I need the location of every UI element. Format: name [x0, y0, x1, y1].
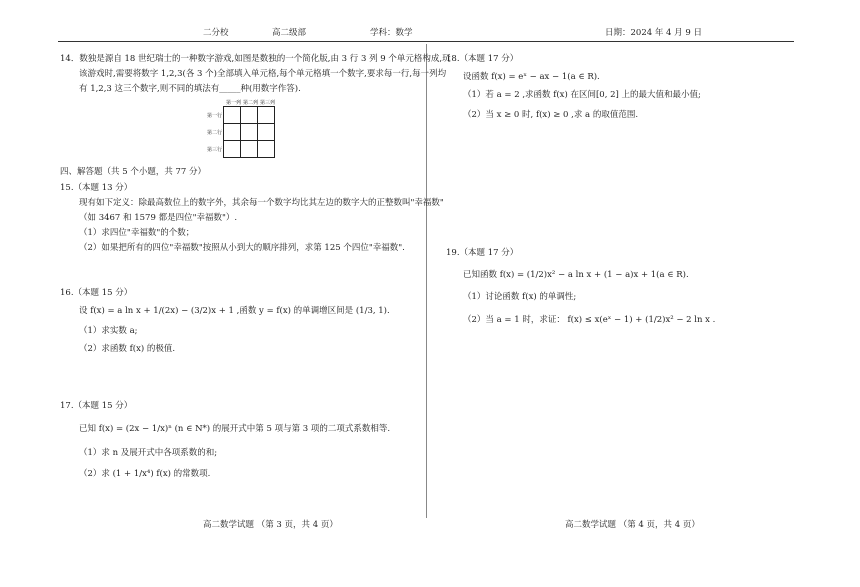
- left-page-footer: 高二数学试题 （第 3 页，共 4 页）: [203, 520, 338, 530]
- q16-head: 16.（本题 15 分）: [60, 288, 133, 298]
- header-school: 二分校: [203, 28, 229, 38]
- grid-cell: [258, 141, 275, 158]
- grid-col-label-2: 第二列: [243, 100, 259, 106]
- grid-cell: [224, 107, 241, 124]
- grid-cell: [258, 124, 275, 141]
- right-page-footer: 高二数学试题 （第 4 页，共 4 页）: [565, 520, 700, 530]
- q15-part1: （1）求四位"幸福数"的个数；: [79, 228, 195, 238]
- q18-head: 18.（本题 17 分）: [446, 54, 519, 64]
- q18-stem: 设函数 f(x) = eˣ − ax − 1(a ∈ R).: [463, 72, 600, 82]
- grid-row-label-2: 第二行: [207, 130, 223, 136]
- q14-line1: 14．数独是源自 18 世纪瑞士的一种数字游戏,如图是数独的一个简化版,由 3 行 3 列 9 个单元格构成,玩: [60, 54, 451, 64]
- column-divider: [426, 44, 427, 518]
- q17-part1: （1）求 n 及展开式中各项系数的和;: [79, 448, 218, 458]
- grid-cell: [258, 107, 275, 124]
- grid-col-label-1: 第一列: [226, 100, 242, 106]
- grid-cell: [241, 107, 258, 124]
- q19-part2: （2）当 a = 1 时，求证： f(x) ≤ x(eˣ − 1) + (1/2)x² − 2 ln x .: [463, 315, 716, 325]
- grid-row-label-3: 第三行: [207, 147, 223, 153]
- header-subject: 学科：数学: [370, 28, 413, 38]
- header-rule-left: [58, 41, 445, 42]
- grid-cell: [241, 124, 258, 141]
- q14-line2: 该游戏时,需要将数字 1,2,3(各 3 个)全部填入单元格,每个单元格填一个数字,要求每一行,每一列均: [79, 69, 447, 79]
- q15-line1: 现有如下定义：除最高数位上的数字外，其余每一个数字均比其左边的数字大的正整数叫"幸福数": [79, 198, 444, 208]
- grid-col-label-3: 第三列: [260, 100, 276, 106]
- q17-head: 17.（本题 15 分）: [60, 401, 133, 411]
- q15-line2: （如 3467 和 1579 都是四位"幸福数"）.: [79, 213, 238, 223]
- sudoku-grid: [223, 106, 275, 158]
- q18-part2: （2）当 x ≥ 0 时, f(x) ≥ 0 ,求 a 的取值范围.: [463, 110, 639, 120]
- grid-cell: [224, 124, 241, 141]
- q19-stem: 已知函数 f(x) = (1/2)x² − a ln x + (1 − a)x + 1(a ∈ R).: [463, 270, 689, 280]
- section-4-heading: 四、解答题（共 5 个小题，共 77 分）: [60, 167, 207, 177]
- header-date: 日期：2024 年 4 月 9 日: [605, 28, 702, 38]
- header-rule-right: [440, 41, 794, 42]
- grid-cell: [224, 141, 241, 158]
- grid-cell: [241, 141, 258, 158]
- q17-part2: （2）求 (1 + 1/x⁴) f(x) 的常数项.: [79, 469, 211, 479]
- q15-part2: （2）如果把所有的四位"幸福数"按照从小到大的顺序排列，求第 125 个四位"幸福数".: [79, 243, 405, 253]
- q16-part1: （1）求实数 a;: [79, 326, 138, 336]
- q16-part2: （2）求函数 f(x) 的极值.: [79, 344, 176, 354]
- grid-row-label-1: 第一行: [207, 113, 223, 119]
- q19-part1: （1）讨论函数 f(x) 的单调性;: [463, 292, 577, 302]
- q14-line3: 有 1,2,3 这三个数字,则不同的填法有_____种(用数字作答).: [79, 84, 301, 94]
- header-grade: 高二级部: [272, 28, 307, 38]
- q18-part1: （1）若 a = 2 ,求函数 f(x) 在区间[0, 2] 上的最大值和最小值;: [463, 90, 701, 100]
- q15-head: 15.（本题 13 分）: [60, 183, 133, 193]
- q19-head: 19.（本题 17 分）: [446, 248, 519, 258]
- q16-stem: 设 f(x) = a ln x + 1/(2x) − (3/2)x + 1 ,函数 y = f(x) 的单调增区间是 (1/3, 1).: [79, 306, 390, 316]
- q17-stem: 已知 f(x) = (2x − 1/x)ⁿ (n ∈ N*) 的展开式中第 5 项与第 3 项的二项式系数相等.: [79, 424, 391, 434]
